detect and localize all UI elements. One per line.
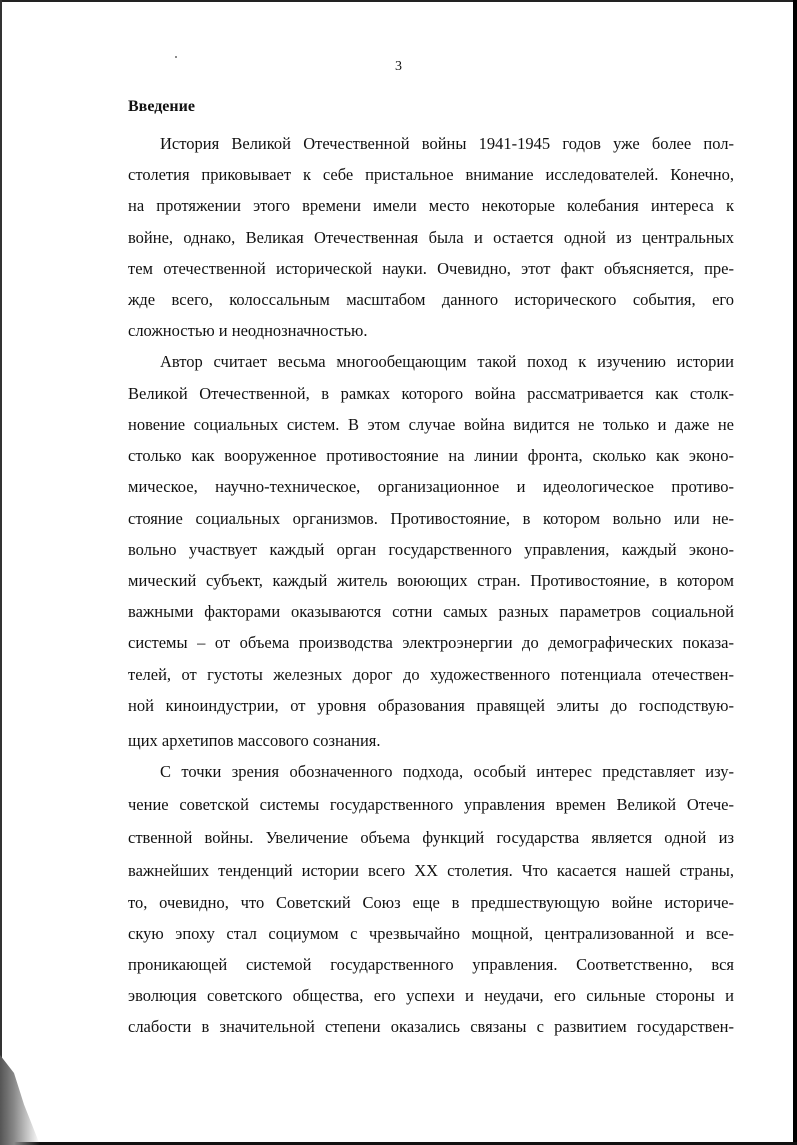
text-line: проникающей системой государственного управления. Соответственно, вся bbox=[128, 955, 734, 974]
text-line: щих архетипов массового сознания. bbox=[128, 731, 381, 750]
text-line: жде всего, колоссальным масштабом данного исторического события, его bbox=[128, 290, 734, 309]
text-line: сложностью и неоднозначностью. bbox=[128, 321, 368, 340]
text-line: Великой Отечественной, в рамках которого война рассматривается как столк- bbox=[128, 384, 734, 403]
text-line: войне, однако, Великая Отечественная была и остается одной из центральных bbox=[128, 228, 734, 247]
text-line: ственной войны. Увеличение объема функций государства является одной из bbox=[128, 828, 734, 847]
text-line: мическое, научно-техническое, организационное и идеологическое противо- bbox=[128, 477, 734, 496]
text-line: чение советской системы государственного управления времен Великой Отече- bbox=[128, 795, 734, 814]
text-line: эволюция советского общества, его успехи и неудачи, его сильные стороны и bbox=[128, 986, 734, 1005]
text-line: слабости в значительной степени оказались связаны с развитием государствен- bbox=[128, 1017, 734, 1036]
text-line: вольно участвует каждый орган государственного управления, каждый эконо- bbox=[128, 540, 734, 559]
text-line: важнейших тенденций истории всего XX столетия. Что касается нашей страны, bbox=[128, 861, 734, 880]
scan-border-left bbox=[0, 0, 2, 1145]
text-line: важными факторами оказываются сотни самых разных параметров социальной bbox=[128, 602, 734, 621]
text-line: столько как вооруженное противостояние на линии фронта, сколько как эконо- bbox=[128, 446, 734, 465]
text-line: Автор считает весьма многообещающим такой поход к изучению истории bbox=[160, 352, 734, 371]
text-line: новение социальных систем. В этом случае война видится не только и даже не bbox=[128, 415, 734, 434]
text-line: на протяжении этого времени имели место некоторые колебания интереса к bbox=[128, 196, 734, 215]
text-line: тем отечественной исторической науки. Очевидно, этот факт объясняется, пре- bbox=[128, 259, 734, 278]
scan-border-top bbox=[0, 0, 797, 2]
text-line: стояние социальных организмов. Противостояние, в котором вольно или не- bbox=[128, 509, 734, 528]
section-heading: Введение bbox=[128, 98, 195, 115]
text-line: системы – от объема производства электроэнергии до демографических показа- bbox=[128, 633, 734, 652]
text-line: столетия приковывает к себе пристальное внимание исследователей. Конечно, bbox=[128, 165, 734, 184]
text-line: История Великой Отечественной войны 1941-1945 годов уже более пол- bbox=[160, 134, 734, 153]
page-number: 3 bbox=[395, 59, 402, 74]
text-line: мический субъект, каждый житель воюющих стран. Противостояние, в котором bbox=[128, 571, 734, 590]
text-line: ной киноиндустрии, от уровня образования правящей элиты до господствую- bbox=[128, 696, 734, 715]
text-line: то, очевидно, что Советский Союз еще в предшествующую войне историче- bbox=[128, 893, 734, 912]
scan-shadow bbox=[0, 1055, 40, 1145]
text-line: скую эпоху стал социумом с чрезвычайно мощной, централизованной и все- bbox=[128, 924, 734, 943]
scan-border-right bbox=[793, 0, 797, 1145]
text-line: телей, от густоты железных дорог до художественного потенциала отечествен- bbox=[128, 665, 734, 684]
text-line: С точки зрения обозначенного подхода, особый интерес представляет изу- bbox=[160, 762, 734, 781]
